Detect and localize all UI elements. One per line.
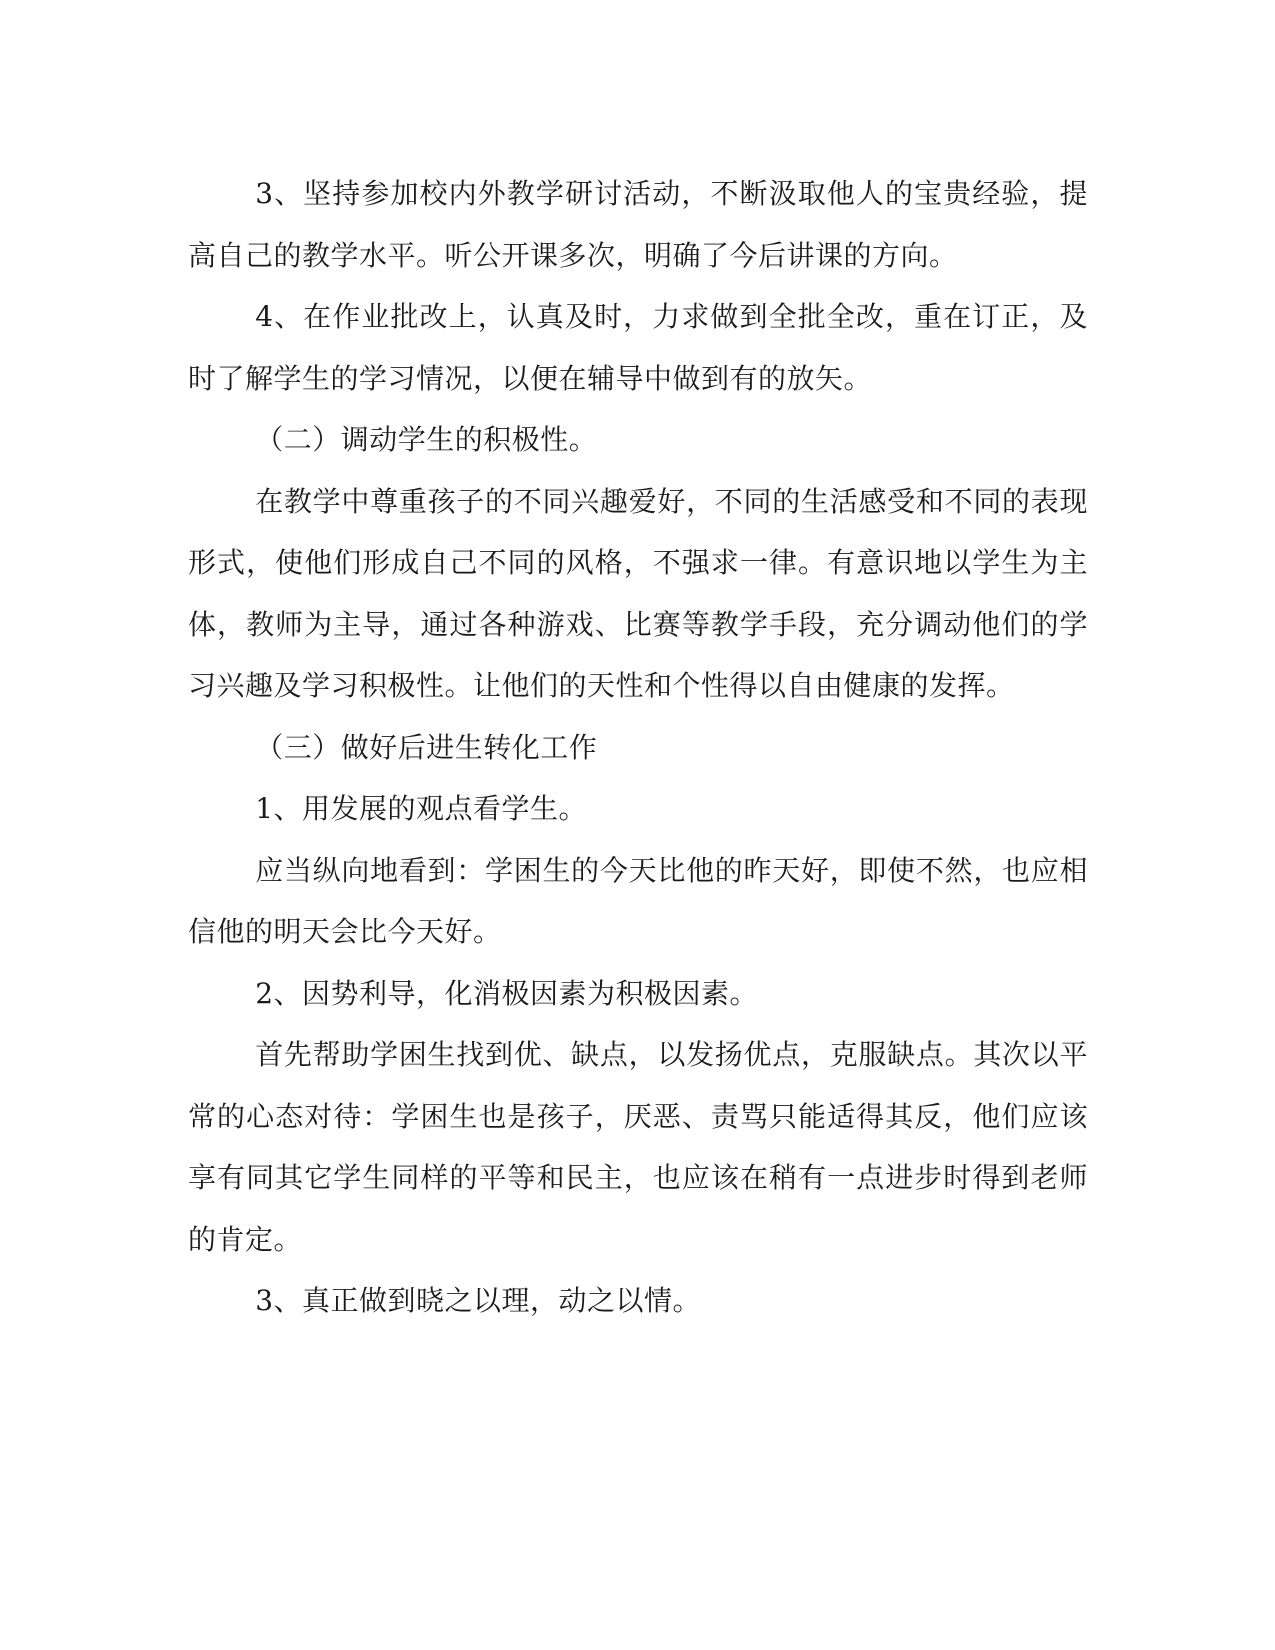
paragraph: 4、在作业批改上，认真及时，力求做到全批全改，重在订正，及时了解学生的学习情况，以便在辅导中做到有的放矢。 xyxy=(188,300,1088,395)
document-body xyxy=(188,163,1088,1332)
paragraph: 首先帮助学困生找到优、缺点，以发扬优点，克服缺点。其次以平常的心态对待：学困生也是孩子，厌恶、责骂只能适得其反，他们应该享有同其它学生同样的平等和民主，也应该在稍有一点进步时得到老师的肯定。 xyxy=(188,1038,1088,1256)
section-heading: （二）调动学生的积极性。 xyxy=(255,423,598,456)
paragraph: 在教学中尊重孩子的不同兴趣爱好，不同的生活感受和不同的表现形式，使他们形成自己不同的风格，不强求一律。有意识地以学生为主体，教师为主导，通过各种游戏、比赛等教学手段，充分调动他们的学习兴趣及学习积极性。让他们的天性和个性得以自由健康的发挥。 xyxy=(188,484,1088,702)
paragraph: 应当纵向地看到：学困生的今天比他的昨天好，即使不然，也应相信他的明天会比今天好。 xyxy=(188,853,1088,948)
paragraph: 1、用发展的观点看学生。 xyxy=(255,792,588,825)
paragraph: 3、坚持参加校内外教学研讨活动，不断汲取他人的宝贵经验，提高自己的教学水平。听公开课多次，明确了今后讲课的方向。 xyxy=(188,177,1088,272)
section-heading: （三）做好后进生转化工作 xyxy=(255,730,598,764)
paragraph: 3、真正做到晓之以理，动之以情。 xyxy=(255,1284,702,1317)
paragraph: 2、因势利导，化消极因素为积极因素。 xyxy=(255,976,759,1010)
